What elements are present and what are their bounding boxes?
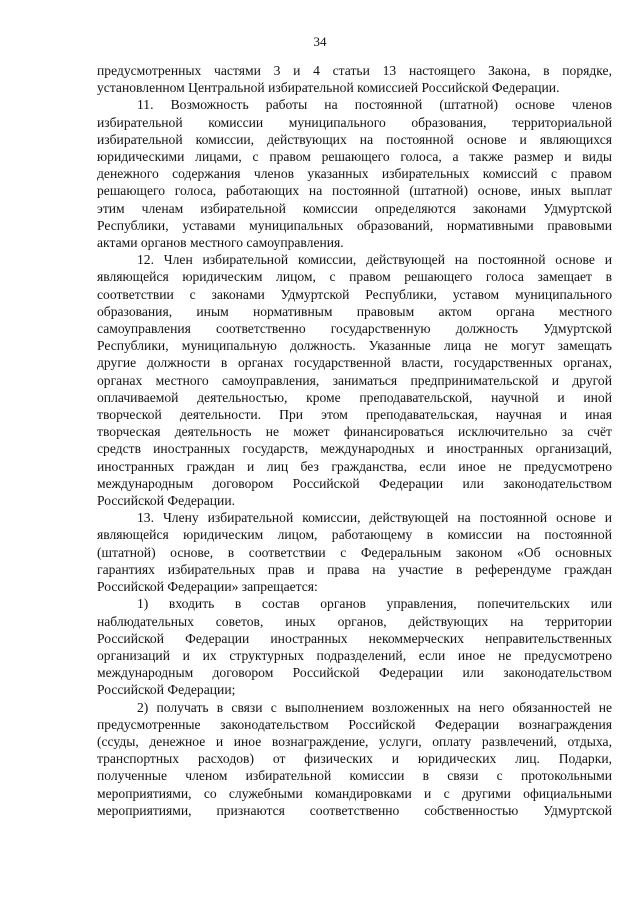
text-line: наблюдательных советов, иных органов, действующих на территории (97, 613, 612, 629)
page-number: 34 (313, 34, 327, 49)
text-line: мероприятиями, признаются соответственно собственностью Удмуртской (97, 802, 612, 818)
text-line: полученные членом избирательной комиссии в связи с протокольными (97, 768, 612, 784)
text-line: иностранных граждан и лиц без гражданства, если иное не предусмотрено (97, 458, 612, 474)
text-line: транспортных расходов) от физических и юридических лиц. Подарки, (97, 751, 612, 767)
text-line: органах местного самоуправления, заниматься предпринимательской и другой (97, 372, 612, 388)
text-line: творческой деятельности. При этом преподавательская, научная и иная (97, 407, 612, 423)
text-line: средств иностранных государств, международных и иностранных организаций, (97, 441, 612, 457)
text-line: актами органов местного самоуправления. (97, 235, 344, 251)
text-line: Российской Федерации» запрещается: (97, 579, 318, 595)
text-line: другие должности в органах государственной власти, государственных органах, (97, 355, 612, 371)
text-line: избирательной комиссии, действующих на постоянной основе и являющихся (97, 131, 612, 147)
text-line: творческая деятельность не может финансироваться исключительно за счёт (97, 424, 612, 440)
text-line: предусмотренные законодательством Российской Федерации вознаграждения (97, 716, 612, 732)
text-line: юридическими лицами, с правом решающего голоса, а также размер и виды (97, 149, 612, 165)
text-line: предусмотренных частями 3 и 4 статьи 13 настоящего Закона, в порядке, (97, 63, 612, 78)
paragraph-p-13 (97, 509, 612, 595)
text-line: образования, иным нормативным правовым актом органа местного (97, 303, 612, 319)
text-line: избирательной комиссии муниципального образования, территориальной (97, 114, 612, 130)
paragraph-p-11 (97, 96, 612, 251)
text-line: международным договором Российской Федерации или законодательством (97, 475, 612, 491)
text-line: самоуправления соответственно государственную должность Удмуртской (97, 321, 612, 337)
text-line: 1) входить в состав органов управления, попечительских или (137, 596, 612, 612)
text-line: гарантиях избирательных прав и права на участие в референдуме граждан (97, 561, 612, 577)
paragraph-p-12 (97, 251, 612, 509)
text-line: соответствии с законами Удмуртской Республики, уставом муниципального (97, 286, 612, 302)
text-line: 11. Возможность работы на постоянной (штатной) основе членов (137, 97, 612, 113)
text-line: Российской Федерации иностранных некоммерческих неправительственных (97, 630, 612, 646)
text-line: Республики, муниципальную должность. Указанные лица не могут замещать (97, 338, 612, 354)
text-line: решающего голоса, работающих на постоянной (штатной) основе, иных выплат (97, 183, 612, 199)
text-line: 12. Член избирательной комиссии, действующей на постоянной основе и (137, 252, 612, 268)
document-body (97, 62, 612, 819)
text-line: являющейся юридическим лицом, с правом решающего голоса замещает в (97, 269, 612, 285)
text-line: организаций и их структурных подразделений, если иное не предусмотрено (97, 647, 612, 663)
text-line: 13. Члену избирательной комиссии, действующей на постоянной основе и (137, 510, 612, 526)
text-line: мероприятиями, со служебными командировками и с другими официальными (97, 785, 612, 801)
text-line: (ссуды, денежное и иное вознаграждение, услуги, оплату развлечений, отдыха, (97, 733, 612, 749)
text-line: этим членам избирательной комиссии определяются законами Удмуртской (97, 200, 612, 216)
text-line: установленном Центральной избирательной комиссией Российской Федерации. (97, 80, 560, 96)
text-line: являющейся юридическим лицом, работающему в комиссии на постоянной (97, 527, 612, 543)
text-line: денежного содержания членов указанных избирательных комиссий с правом (97, 166, 612, 182)
text-line: оплачиваемой деятельностью, кроме преподавательской, научной и иной (97, 389, 612, 405)
text-line: Республики, уставами муниципальных образований, нормативными правовыми (97, 217, 612, 233)
text-line: Российской Федерации. (97, 493, 235, 509)
text-line: международным договором Российской Федерации или законодательством (97, 665, 612, 681)
text-line: 2) получать в связи с выполнением возложенных на него обязанностей не (137, 699, 612, 715)
paragraph-p-13-2 (97, 699, 612, 819)
paragraph-p-13-1 (97, 595, 612, 698)
paragraph-p-continuation (97, 62, 612, 96)
text-line: Российской Федерации; (97, 682, 236, 698)
text-line: (штатной) основе, в соответствии с Федеральным законом «Об основных (97, 544, 612, 560)
